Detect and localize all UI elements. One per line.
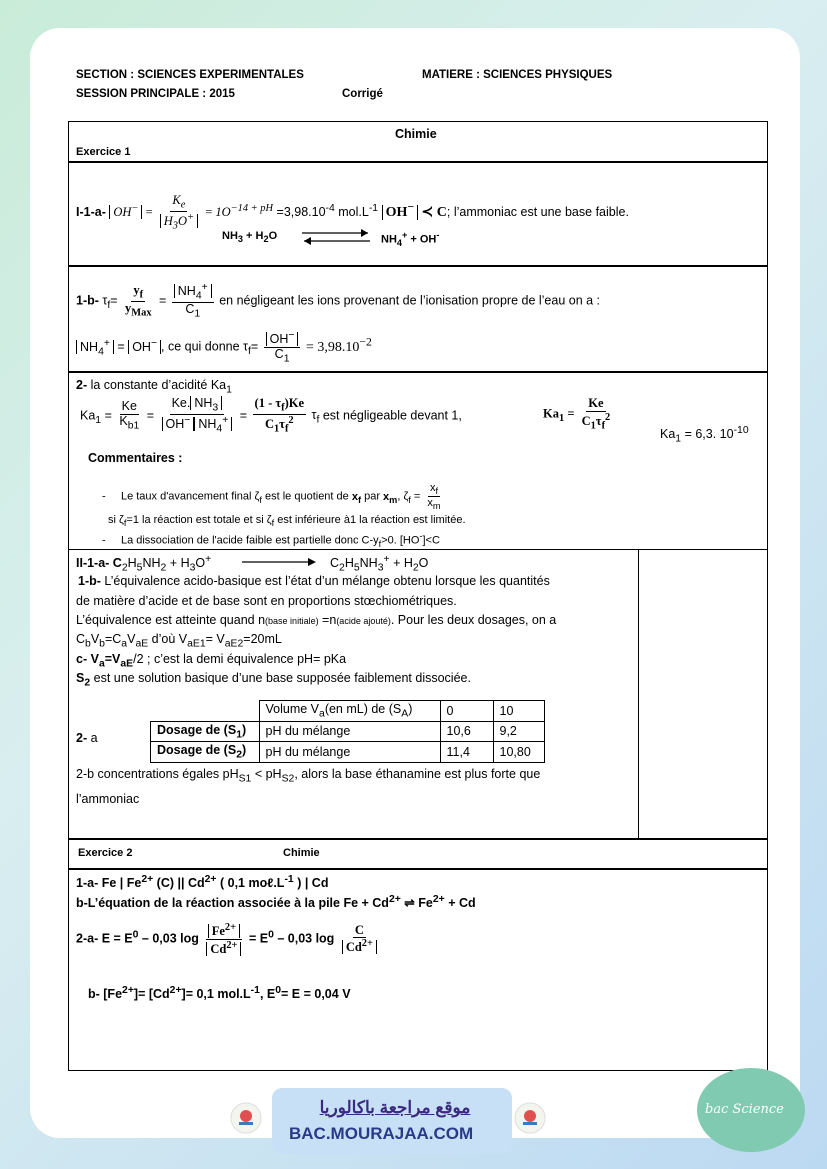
footer-arabic-title[interactable]: موقع مراجعة باكالوريا: [319, 1098, 471, 1117]
comment-3: - La dissociation de l'acide faible est partielle donc $C-y_f>0$. [HO-]<C: [102, 531, 440, 549]
exercise1-label: Exercice 1: [76, 146, 131, 158]
q11a-conclusion: ; l’ammoniac est une base faible.: [446, 204, 629, 219]
matiere-label: MATIERE : SCIENCES PHYSIQUES: [422, 69, 613, 81]
exercise2-title: Chimie: [283, 847, 320, 859]
ka-simplified: $Ka_1$ = $\frac{Ke}{C_1\tau_f^2}$: [543, 396, 611, 432]
q2-label: 2-: [76, 378, 88, 392]
ex2-line1: 1-a- Fe | $Fe^{2+}$ (C) || $Cd^{2+}$ ( 0,1 $mo\ell.L^{-1}$ ) | Cd: [76, 874, 329, 891]
row2-v0: 11,4: [440, 742, 493, 763]
part2-product: $C_2H_5NH_3^+ + H_2O$: [330, 554, 429, 574]
q11b-label: 1-b-: [76, 293, 99, 308]
row1-mid: pH du mélange: [259, 721, 440, 742]
footer-site-link[interactable]: BAC.MOURAJAA.COM: [289, 1124, 474, 1143]
section-label: SECTION : SCIENCES EXPERIMENTALES: [76, 69, 304, 81]
q11b-text1: en négligeant les ions provenant de l’ionisation propre de l’eau on a :: [219, 293, 601, 308]
table-header-0: 0: [440, 701, 493, 722]
exercise2-label: Exercice 2: [78, 847, 133, 859]
q2a-label: 2- a: [76, 731, 98, 745]
q11a-line: I-1-a- OH− = $\frac{K_e}{H_3O^+}$ = $1O^{-14 + pH} =3,98.10^{-4}$ $mol.L^{-1}$ OH− ≺ C; l’ammoniac est une base faible.: [76, 193, 629, 232]
dosage-table: [150, 700, 545, 763]
table-row: [151, 742, 545, 763]
ex2-line2: b-L’équation de la réaction associée à la pile $Fe + Cd^{2+}$ ⇌ $Fe^{2+} + Cd$: [76, 894, 476, 911]
reaction-arrow-icon: [240, 557, 318, 567]
equilibrium-arrows-icon: [300, 228, 372, 246]
q11a-equation-left: $NH_3 + H_2O$: [222, 230, 278, 245]
tau-negligible-text: est négligeable devant 1,: [322, 408, 462, 423]
table-row: [151, 701, 545, 722]
q11b-value: 3,98.10: [317, 339, 360, 355]
site-logo-right-icon: [514, 1102, 546, 1134]
q11a-result: =3,98.10: [276, 204, 326, 219]
part2-line1: II-1-a- $C_2H_5NH_2 + H_3O^+$: [76, 554, 212, 574]
tau-symbol: τ: [102, 293, 108, 308]
commentaires-title: Commentaires :: [88, 451, 183, 465]
q11b-line2: $NH_4^+ = OH^-$ , ce qui donne $\tau_f=$ $\frac{OH^-}{C_1}$ = $3,98.10^{-2}$: [76, 330, 372, 365]
q11a-result-exp: -4: [325, 202, 335, 214]
part2-line4: L’équivalence est atteinte quand n(base initiale) =n(acide ajouté). Pour les deux dosages, on a: [76, 613, 557, 627]
ka-formula: $Ka_1$ = $\frac{Ke}{K_{b1}}$ = $\frac{Ke. NH_3}{OH^- NH_4^+}$ = $\frac{(1 - \tau_f)Ke}{C_1\tau_f^2}$ $\tau_f$ est négligeable devant 1,: [80, 396, 462, 435]
q2-text: la constante d’acidité Ka: [87, 378, 227, 392]
row1-label: Dosage de $(S_1)$: [151, 721, 260, 742]
q11b-value-exp: −2: [359, 335, 372, 349]
exercise2-header-box: [68, 839, 768, 869]
row2-label: Dosage de $(S_2)$: [151, 742, 260, 763]
part2-line10: l’ammoniac: [76, 792, 140, 806]
part2-line3: de matière d’acide et de base sont en proportions stœchiométriques.: [76, 594, 457, 608]
comment-2: si $\zeta_f=1$ la réaction est totale et si $\zeta_f$ est inférieure à1 la réaction est limitée.: [108, 514, 466, 529]
row2-mid: pH du mélange: [259, 742, 440, 763]
q11b-line1: 1-b- $\tau_f=$ $\frac{y_f}{y_{Max}}$ = $\frac{NH_4^+}{C_1}$ en négligeant les ions provenant de l’ionisation propre de l’eau on a :: [76, 282, 601, 320]
q11a-unit-exp: -1: [368, 202, 379, 214]
q2-line1: 2- la constante d’acidité $Ka_1$: [76, 378, 232, 396]
part2-side-box: [638, 549, 768, 839]
part2-box: [68, 549, 639, 839]
part2-line5: $C_bV_b=C_aV_{aE}$ d’où $V_{aE1}= V_{aE2}=20mL$: [76, 632, 282, 650]
comment-1: - Le taux d'avancement final $\zeta_f$ est le quotient de $x_f$ par $x_m$, $\zeta_f$ = $\frac{x_f}{x_m}$: [102, 482, 441, 512]
table-row: [151, 721, 545, 742]
part2-line6: c- $V_a=V_{aE}/2$ ; c’est la demi équivalence pH= pKa: [76, 652, 347, 670]
row1-v10: 9,2: [493, 721, 544, 742]
corrige-label: Corrigé: [342, 88, 383, 100]
part2-line9: 2-b concentrations égales $pH_{S1} < pH_{S2}$, alors la base éthanamine est plus forte que: [76, 767, 541, 785]
site-logo-left-icon: [230, 1102, 262, 1134]
ka-value: $Ka_1 = 6,3$. $10^{-10}$: [660, 425, 749, 445]
ex2-line3: 2-a- $E = E^0 - 0,03$ log $\frac{Fe^{2+}}{Cd^{2+}}$ = $E^0 - 0,03$ log $\frac{C}{Cd^{2+}}$: [76, 922, 381, 957]
q11a-label: I-1-a-: [76, 204, 106, 219]
session-label: SESSION PRINCIPALE : 2015: [76, 88, 235, 100]
ex2-line4: b- $[Fe^{2+}]= [Cd^{2+}]= 0,1$ $mol.L^{-1}$, $E^0= E = 0,04$ V: [88, 985, 351, 1002]
chimie-title: Chimie: [395, 127, 437, 141]
q11a-unit: mol.L: [334, 204, 369, 219]
row2-v10: 10,80: [493, 742, 544, 763]
bac-science-text: bac Science: [705, 1102, 784, 1117]
row1-v0: 10,6: [440, 721, 493, 742]
q11a-equation-right: $NH_4^+ + OH^-$: [381, 230, 440, 248]
q11b-text2: , ce qui donne τ: [161, 339, 248, 354]
table-header-10: 10: [493, 701, 544, 722]
table-header-volume: Volume $V_a(en$ mL) de $(S_A)$: [259, 701, 440, 722]
part2-line7: $S_2$ est une solution basique d’une base supposée faiblement dissociée.: [76, 671, 471, 689]
part2-line2: 1-b- L’équivalence acido-basique est l’état d’un mélange obtenu lorsque les quantités: [78, 574, 550, 588]
